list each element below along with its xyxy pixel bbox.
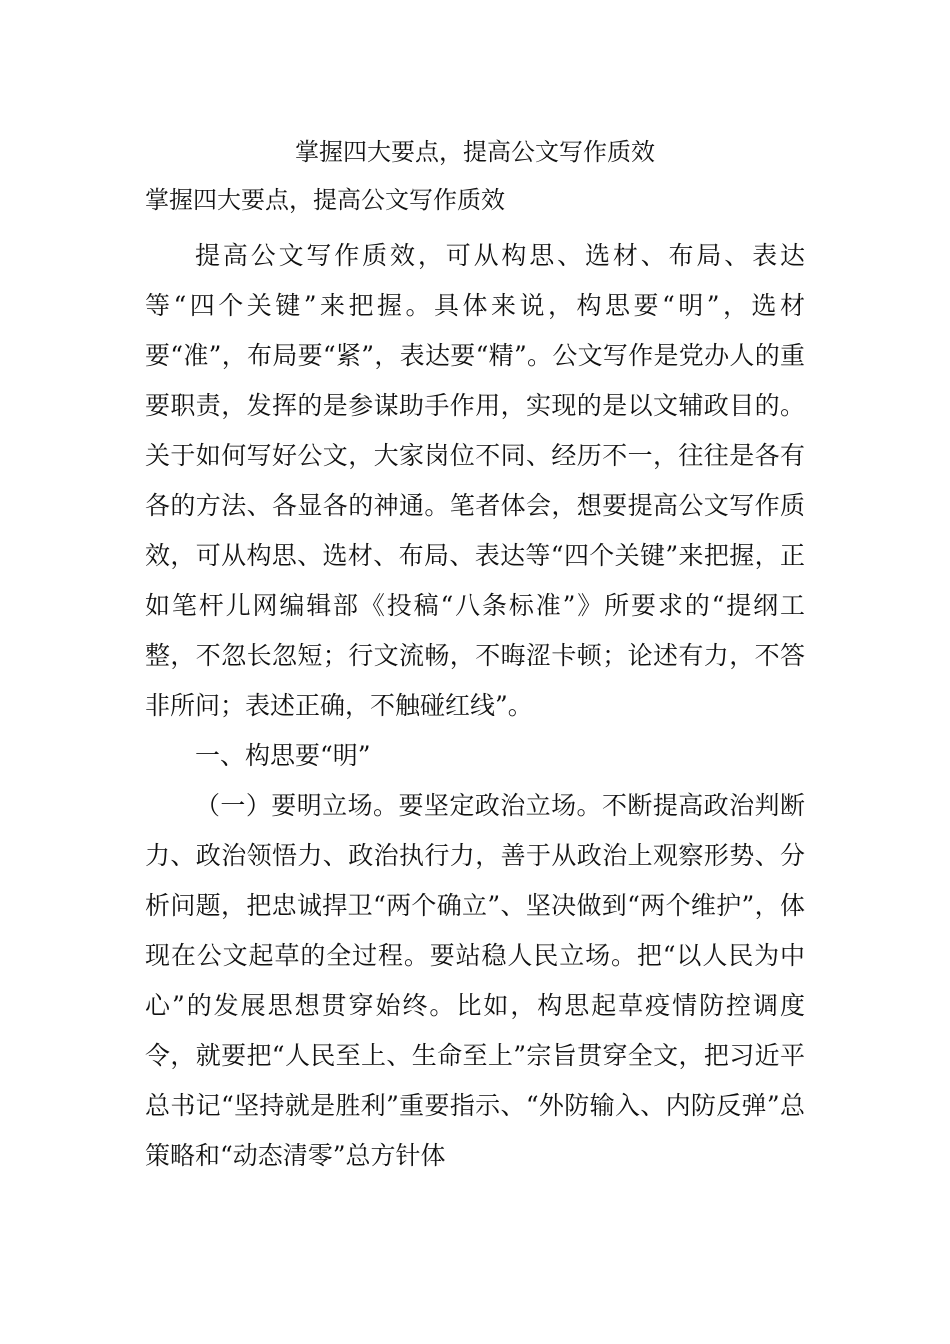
document-body	[145, 231, 805, 1181]
paragraph-intro: 提高公文写作质效，可从构思、选材、布局、表达等“四个关键”来把握。具体来说，构思要“明”，选材要“准”，布局要“紧”，表达要“精”。公文写作是党办人的重要职责，发挥的是参谋助手作用，实现的是以文辅政目的。关于如何写好公文，大家岗位不同、经历不一，往往是各有各的方法、各显各的神通。笔者体会，想要提高公文写作质效，可从构思、选材、布局、表达等“四个关键”来把握，正如笔杆儿网编辑部《投稿“八条标准”》所要求的“提纲工整，不忽长忽短；行文流畅，不晦涩卡顿；论述有力，不答非所问；表述正确，不触碰红线”。	[145, 241, 805, 720]
document-title: 掌握四大要点，提高公文写作质效	[295, 138, 655, 166]
document-subtitle: 掌握四大要点，提高公文写作质效	[145, 186, 505, 214]
section-heading-1: 一、构思要“明”	[195, 741, 371, 770]
paragraph-1-1: （一）要明立场。要坚定政治立场。不断提高政治判断力、政治领悟力、政治执行力，善于从政治上观察形势、分析问题，把忠诚捍卫“两个确立”、坚决做到“两个维护”，体现在公文起草的全过程。要站稳人民立场。把“以人民为中心”的发展思想贯穿始终。比如，构思起草疫情防控调度令，就要把“人民至上、生命至上”宗旨贯穿全文，把习近平总书记“坚持就是胜利”重要指示、“外防输入、内防反弹”总策略和“动态清零”总方针体	[145, 791, 805, 1170]
